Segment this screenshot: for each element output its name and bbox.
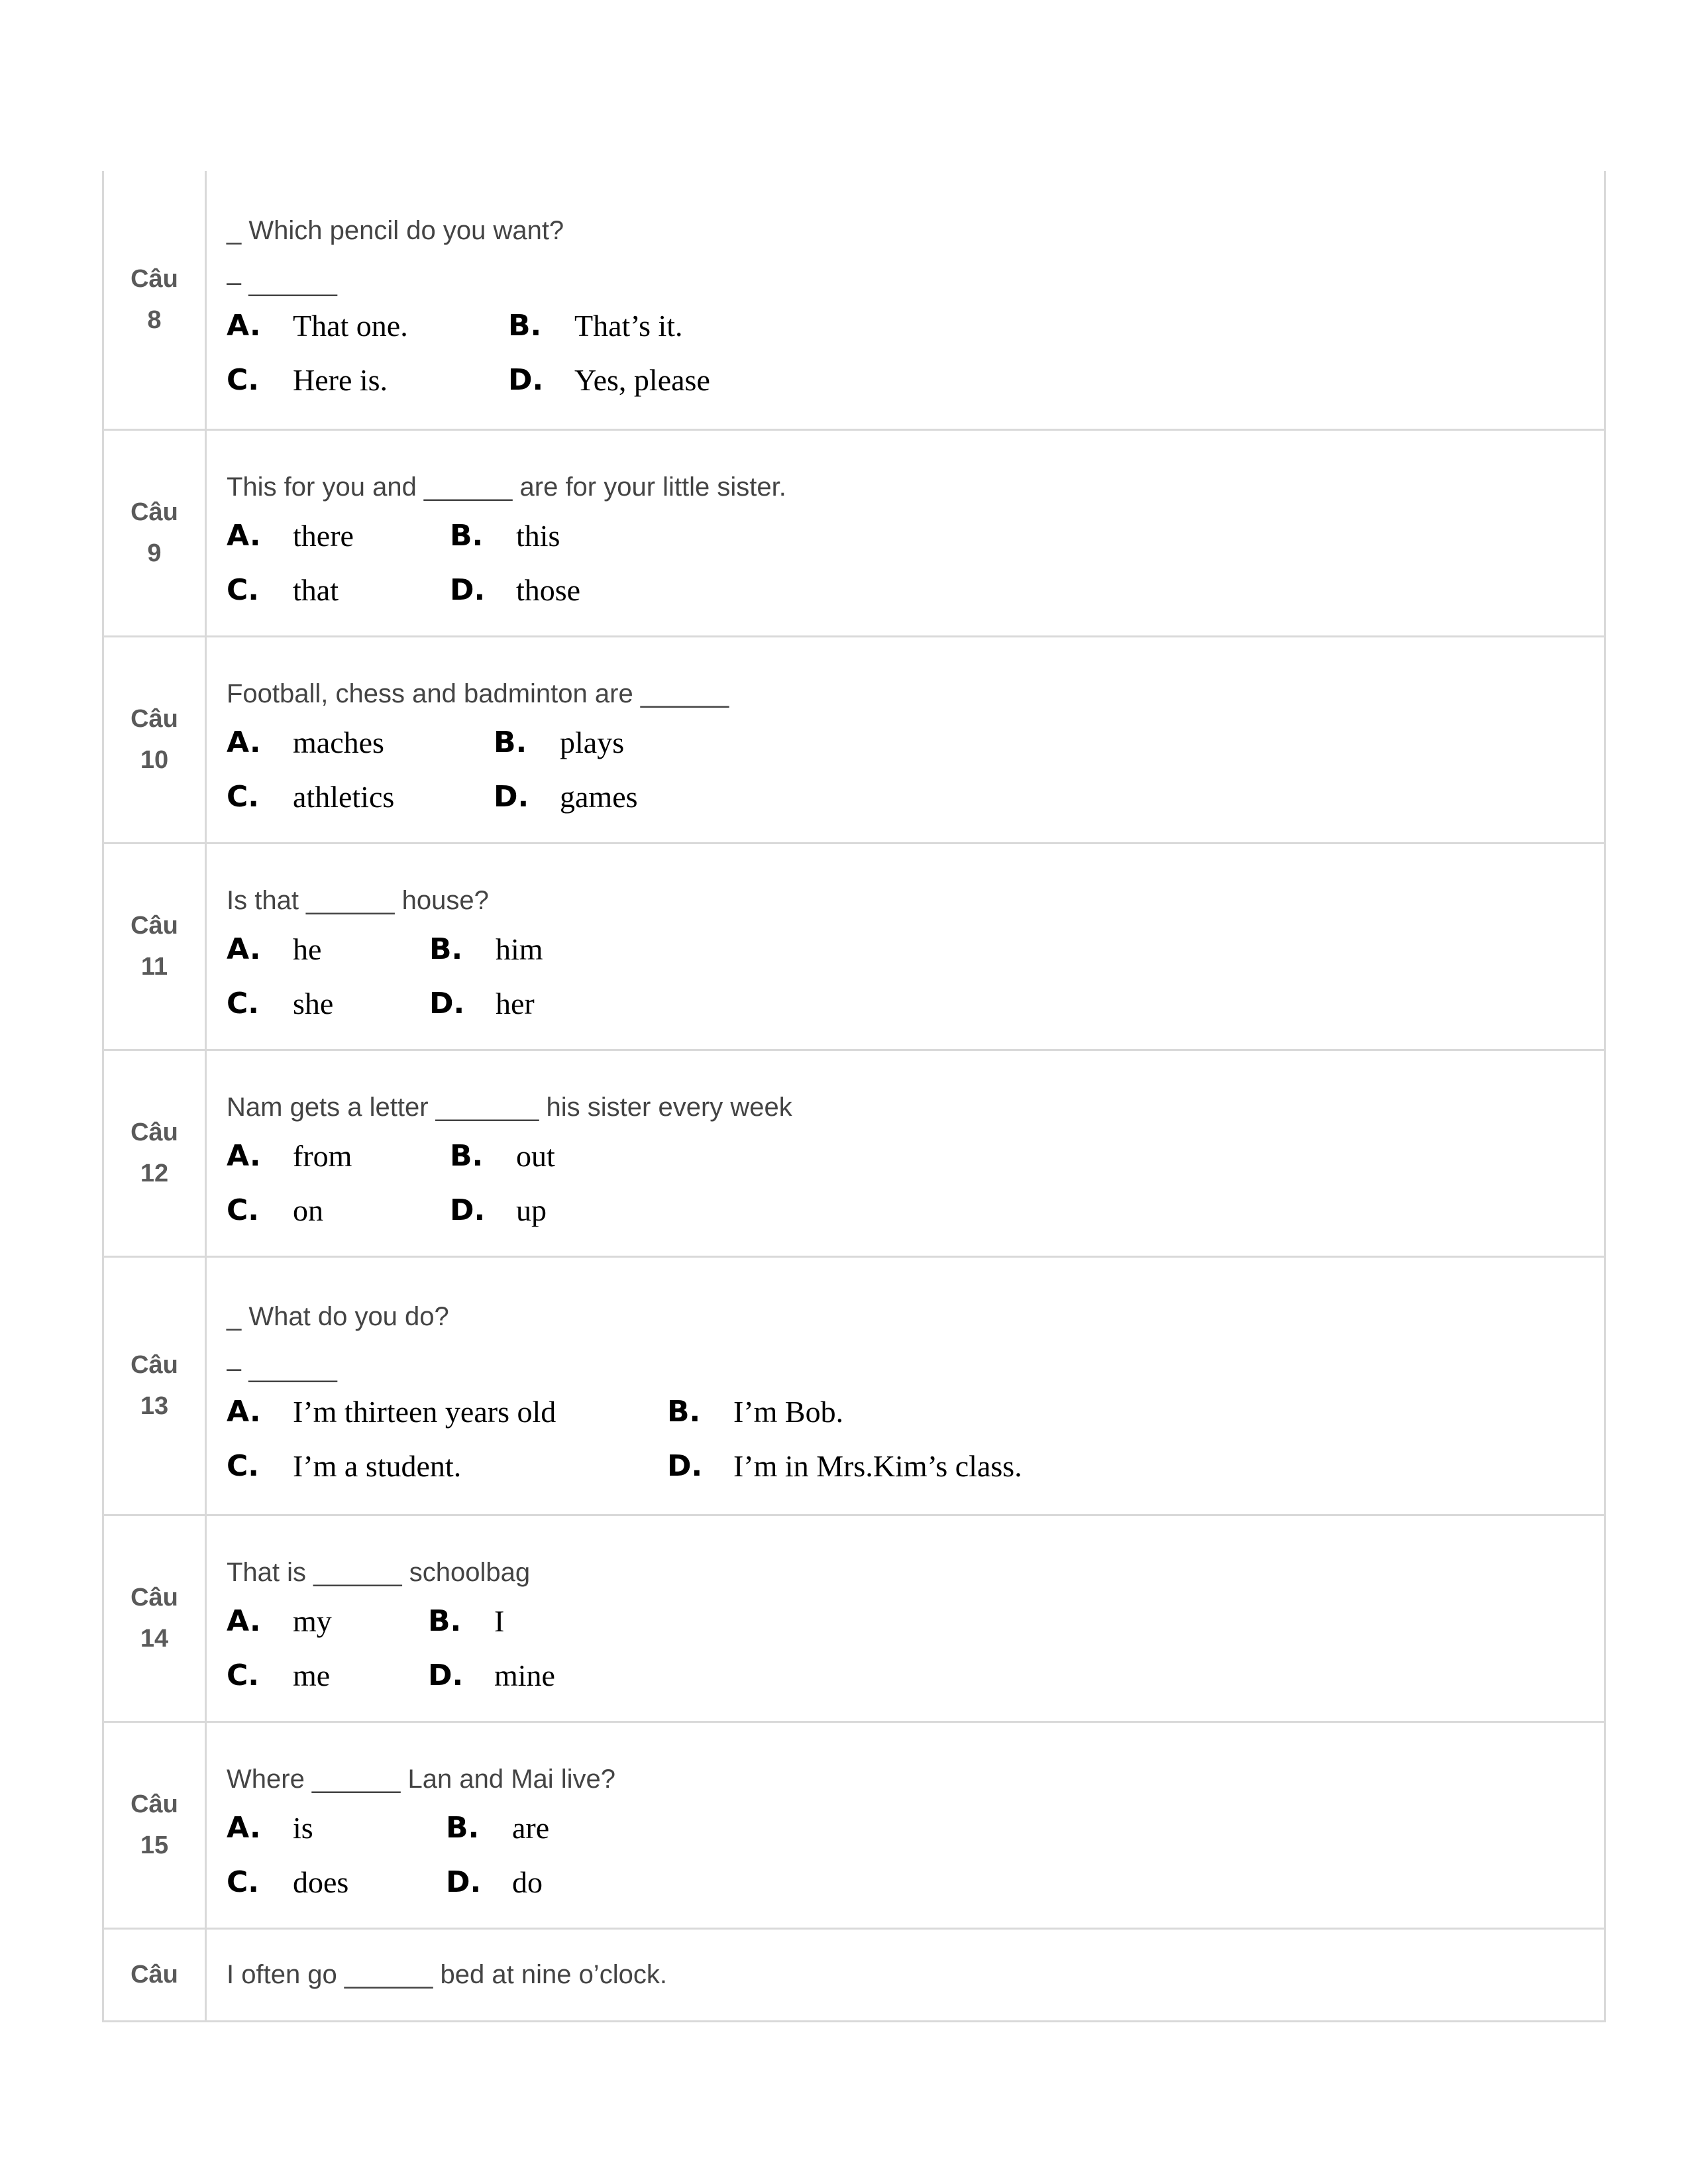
option-c[interactable]	[227, 769, 494, 824]
option-a[interactable]	[227, 508, 450, 563]
option-text: Here is.	[293, 362, 388, 397]
question-text: Is that ______ house?	[227, 886, 489, 915]
option-text: do	[512, 1865, 543, 1899]
answer-line: – ______	[227, 1354, 337, 1383]
option-letter: C.	[227, 779, 260, 814]
question-label: Câu	[131, 705, 178, 733]
option-text: my	[293, 1604, 332, 1638]
option-d[interactable]	[667, 1439, 1197, 1493]
question-number	[103, 843, 206, 1050]
options	[227, 298, 1604, 407]
option-text: out	[516, 1138, 555, 1173]
question-number	[103, 429, 206, 636]
option-text: he	[293, 932, 322, 966]
option-letter: A.	[227, 1138, 261, 1173]
option-b[interactable]	[428, 1594, 759, 1648]
option-a[interactable]	[227, 1594, 428, 1648]
question-row	[103, 1256, 1605, 1515]
question-text: _ Which pencil do you want?	[227, 216, 564, 246]
options	[227, 1384, 1604, 1493]
option-letter: A.	[227, 1810, 261, 1845]
question-text: Football, chess and badminton are ______	[227, 679, 729, 708]
question-num: 12	[140, 1160, 169, 1187]
option-letter: B.	[450, 1138, 484, 1173]
option-text: is	[293, 1810, 313, 1845]
question-row	[103, 1721, 1605, 1928]
question-body	[206, 1050, 1605, 1256]
option-d[interactable]	[446, 1855, 777, 1909]
question-body	[206, 1256, 1605, 1515]
options	[227, 1594, 1604, 1702]
question-number	[103, 1721, 206, 1928]
option-letter: A.	[227, 932, 261, 966]
option-letter: C.	[227, 1865, 260, 1899]
option-a[interactable]	[227, 715, 494, 769]
option-text: mine	[494, 1658, 555, 1692]
question-body	[206, 636, 1605, 843]
question-label: Câu	[131, 498, 178, 526]
option-letter: B.	[429, 932, 463, 966]
option-b[interactable]	[494, 715, 825, 769]
question-text: I often go ______ bed at nine o’clock.	[227, 1960, 667, 1989]
option-text: That one.	[293, 308, 408, 343]
question-number	[103, 1050, 206, 1256]
question-body	[206, 1515, 1605, 1721]
question-number	[103, 1256, 206, 1515]
option-letter: C.	[227, 986, 260, 1020]
option-text: her	[496, 986, 535, 1020]
option-a[interactable]	[227, 1800, 446, 1855]
question-num: 13	[140, 1392, 169, 1420]
option-letter: D.	[450, 1193, 486, 1227]
option-d[interactable]	[428, 1648, 759, 1702]
question-row	[103, 429, 1605, 636]
question-label: Câu	[131, 1584, 178, 1611]
option-letter: D.	[428, 1658, 464, 1692]
option-c[interactable]	[227, 976, 429, 1030]
question-num: 8	[147, 306, 162, 335]
answer-line: – ______	[227, 268, 337, 298]
question-body	[206, 171, 1605, 429]
question-number	[103, 1515, 206, 1721]
option-text: are	[512, 1810, 550, 1845]
option-text: I’m Bob.	[733, 1394, 844, 1429]
question-label: Câu	[131, 265, 178, 294]
option-letter: A.	[227, 518, 261, 553]
option-text: games	[560, 779, 638, 814]
option-c[interactable]	[227, 1648, 428, 1702]
option-letter: C.	[227, 1193, 260, 1227]
option-b[interactable]	[446, 1800, 777, 1855]
question-label: Câu	[131, 912, 178, 940]
option-letter: D.	[508, 362, 544, 397]
option-letter: B.	[446, 1810, 480, 1845]
question-text: _ What do you do?	[227, 1302, 449, 1331]
question-row	[103, 636, 1605, 843]
option-text: I’m thirteen years old	[293, 1394, 556, 1429]
option-letter: B.	[450, 518, 484, 553]
option-letter: B.	[508, 308, 542, 343]
question-text: Where ______ Lan and Mai live?	[227, 1765, 616, 1794]
option-a[interactable]	[227, 298, 508, 353]
option-text: me	[293, 1658, 331, 1692]
option-letter: C.	[227, 362, 260, 397]
options	[227, 1128, 1604, 1237]
question-num: 9	[147, 539, 162, 567]
option-text: athletics	[293, 779, 395, 814]
option-b[interactable]	[450, 1128, 781, 1183]
question-text: This for you and ______ are for your little sister.	[227, 472, 786, 502]
option-text: those	[516, 573, 581, 607]
question-label: Câu	[131, 1119, 178, 1146]
option-letter: A.	[227, 725, 261, 759]
option-c[interactable]	[227, 1439, 667, 1493]
option-text: maches	[293, 725, 384, 759]
option-c[interactable]	[227, 1855, 446, 1909]
question-text: That is ______ schoolbag	[227, 1558, 531, 1587]
options	[227, 1800, 1604, 1909]
option-b[interactable]	[429, 922, 761, 976]
option-text: on	[293, 1193, 323, 1227]
question-label: Câu	[131, 1790, 178, 1818]
option-c[interactable]	[227, 1183, 450, 1237]
option-letter: A.	[227, 308, 261, 343]
question-row	[103, 1515, 1605, 1721]
option-text: Yes, please	[574, 362, 710, 397]
question-body	[206, 1928, 1605, 2021]
options	[227, 715, 1604, 824]
question-number	[103, 1928, 206, 2021]
option-c[interactable]	[227, 563, 450, 617]
question-label: Câu	[131, 1961, 178, 1989]
option-d[interactable]	[450, 1183, 781, 1237]
question-number	[103, 171, 206, 429]
option-d[interactable]	[508, 353, 839, 407]
question-text: Nam gets a letter _______ his sister every week	[227, 1093, 792, 1122]
question-body	[206, 429, 1605, 636]
option-letter: A.	[227, 1604, 261, 1638]
option-c[interactable]	[227, 353, 508, 407]
question-num: 15	[140, 1831, 169, 1859]
option-letter: D.	[667, 1448, 703, 1483]
option-text: I’m a student.	[293, 1448, 462, 1483]
option-text: from	[293, 1138, 352, 1173]
option-b[interactable]	[450, 508, 781, 563]
option-letter: B.	[667, 1394, 701, 1429]
option-a[interactable]	[227, 922, 429, 976]
option-text: up	[516, 1193, 547, 1227]
question-table	[102, 171, 1606, 2022]
option-text: him	[496, 932, 543, 966]
option-letter: D.	[494, 779, 529, 814]
option-text: she	[293, 986, 334, 1020]
question-row	[103, 1928, 1605, 2021]
option-text: plays	[560, 725, 625, 759]
question-row	[103, 1050, 1605, 1256]
option-text: I’m in Mrs.Kim’s class.	[733, 1448, 1022, 1483]
option-text: does	[293, 1865, 349, 1899]
option-letter: C.	[227, 1448, 260, 1483]
option-text: there	[293, 518, 354, 553]
option-b[interactable]	[508, 298, 839, 353]
option-letter: A.	[227, 1394, 261, 1429]
options	[227, 922, 1604, 1030]
option-a[interactable]	[227, 1128, 450, 1183]
option-a[interactable]	[227, 1384, 667, 1439]
option-b[interactable]	[667, 1384, 1197, 1439]
question-number	[103, 636, 206, 843]
option-letter: D.	[450, 573, 486, 607]
question-num: 11	[140, 953, 168, 981]
option-letter: D.	[446, 1865, 482, 1899]
option-d[interactable]	[494, 769, 825, 824]
option-d[interactable]	[450, 563, 781, 617]
option-letter: C.	[227, 573, 260, 607]
question-body	[206, 1721, 1605, 1928]
question-row	[103, 171, 1605, 429]
option-letter: B.	[494, 725, 527, 759]
options	[227, 508, 1604, 617]
option-letter: D.	[429, 986, 465, 1020]
option-letter: B.	[428, 1604, 462, 1638]
option-text: That’s it.	[574, 308, 683, 343]
question-num: 14	[140, 1625, 169, 1653]
option-text: that	[293, 573, 339, 607]
question-label: Câu	[131, 1351, 178, 1379]
question-row	[103, 843, 1605, 1050]
option-text: I	[494, 1604, 505, 1638]
option-letter: C.	[227, 1658, 260, 1692]
question-body	[206, 843, 1605, 1050]
option-d[interactable]	[429, 976, 761, 1030]
question-num: 10	[140, 746, 169, 774]
option-text: this	[516, 518, 560, 553]
